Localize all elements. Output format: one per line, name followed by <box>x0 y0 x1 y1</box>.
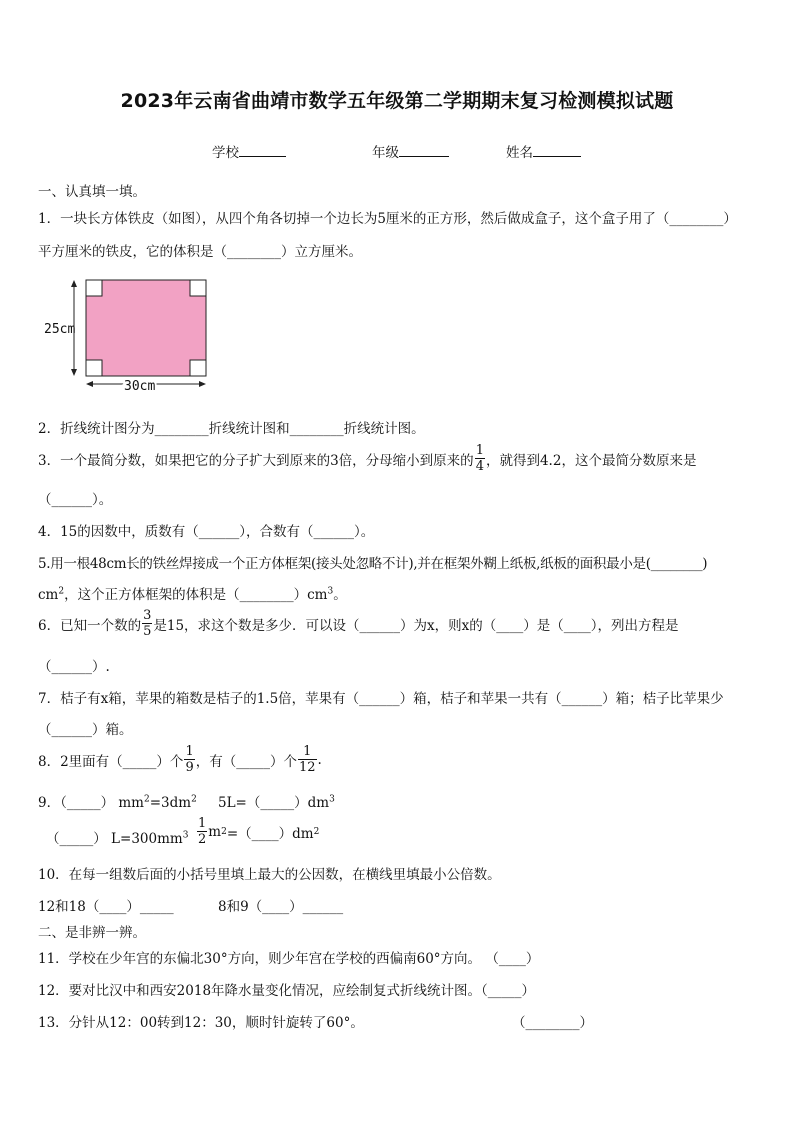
q8-f2-den: 12 <box>298 760 316 775</box>
corner-square-br <box>190 360 206 376</box>
q8-fraction-1 <box>184 744 194 775</box>
page-title: 2023年云南省曲靖市数学五年级第二学期期末复习检测模拟试题 <box>120 90 674 112</box>
q3-line1 <box>38 443 696 474</box>
q9-d-num: 1 <box>198 816 207 831</box>
q9-fraction <box>197 816 207 847</box>
name-blank[interactable] <box>533 142 581 157</box>
q6-frac-num: 3 <box>143 608 152 623</box>
q3-line2: （______）。 <box>38 492 113 508</box>
q8-pre: 8．2里面有（_____）个 <box>38 753 184 770</box>
q5-sup-3: 3 <box>327 586 334 597</box>
school-blank[interactable] <box>239 142 286 157</box>
q2-line: 2．折线统计图分为________折线统计图和________折线统计图。 <box>38 421 425 437</box>
school-field <box>212 141 286 161</box>
q5-mid: ，这个正方体框架的体积是（________）cm <box>64 587 328 603</box>
width-label: 30cm <box>124 379 156 394</box>
q1-line2: 平方厘米的铁皮，它的体积是（________）立方厘米。 <box>38 244 362 260</box>
q6-fraction <box>142 608 152 639</box>
q8-line <box>38 744 322 775</box>
name-field <box>506 141 581 161</box>
q3-frac-den: 4 <box>475 459 484 474</box>
q9-b-sup: 3 <box>329 794 335 805</box>
q8-f2-num: 1 <box>303 744 312 759</box>
school-label: 学校 <box>212 145 239 161</box>
q9-c-text: （_____） L=300mm <box>46 831 183 847</box>
q1-figure <box>38 276 218 396</box>
q5-line2 <box>38 583 347 603</box>
q1-line1: 1．一块长方体铁皮（如图），从四个角各切掉一个边长为5厘米的正方形，然后做成盒子，这个盒子用了（________） <box>38 211 737 227</box>
q9-a-sup: 2 <box>143 794 150 805</box>
q5-end: 。 <box>333 587 347 603</box>
q9-a-mid: =3dm <box>149 795 192 811</box>
q9-c-sup: 3 <box>182 830 189 841</box>
q9-part-b <box>218 791 335 811</box>
q4-line: 4．15的因数中，质数有（______），合数有（______）。 <box>38 524 375 540</box>
q10-part-b: 8和9（____）______ <box>218 899 344 915</box>
q8-end: . <box>317 751 322 768</box>
q10-line1: 10．在每一组数后面的小括号里填上最大的公因数，在横线里填最小公倍数。 <box>38 867 501 883</box>
q8-f1-num: 1 <box>185 744 194 759</box>
q9-d-sup2: 2 <box>313 826 320 837</box>
q9-d-post: =（____）dm <box>226 825 314 842</box>
q9-d-mid: m <box>208 823 222 840</box>
q9-d-sup: 2 <box>221 826 227 837</box>
grade-label: 年级 <box>372 145 399 161</box>
q5-unit-a: cm <box>38 587 59 603</box>
q3-fraction <box>475 443 485 474</box>
name-label: 姓名 <box>506 145 533 161</box>
q8-mid: ，有（_____）个 <box>195 753 297 770</box>
q3-post: ，就得到4.2，这个最简分数原来是 <box>485 452 697 469</box>
height-label: 25cm <box>44 322 76 337</box>
width-arrow-left <box>86 381 93 387</box>
corner-square-tl <box>86 280 102 296</box>
q9-part-d <box>196 816 319 847</box>
q3-frac-num: 1 <box>475 443 484 458</box>
width-arrow-right <box>199 381 206 387</box>
q6-post: 是15，求这个数是多少．可以设（______）为x，则x的（____）是（____），列出方程是 <box>153 617 679 634</box>
q7-line2: （______）箱。 <box>38 722 133 738</box>
corner-square-bl <box>86 360 102 376</box>
q9-a-sup2: 2 <box>191 794 197 805</box>
q5-sup-2: 2 <box>58 586 65 597</box>
q3-pre: 3．一个最简分数，如果把它的分子扩大到原来的3倍，分母缩小到原来的 <box>38 452 474 469</box>
q5-line1: 5.用一根48cm长的铁丝焊接成一个正方体框架(接头处忽略不计),并在框架外糊上纸板,纸板的面积最小是(________) <box>38 556 708 572</box>
q11-line: 11．学校在少年宫的东偏北30°方向，则少年宫在学校的西偏南60°方向。 （____） <box>38 951 540 967</box>
q6-line2: （______）. <box>38 659 110 675</box>
q9-b-pre: 5L=（_____）dm <box>218 795 330 811</box>
sheet-rect <box>86 280 206 376</box>
height-arrow-bottom <box>71 369 77 376</box>
q7-line1: 7．桔子有x箱，苹果的箱数是桔子的1.5倍，苹果有（______）箱，桔子和苹果一共有（______）箱；桔子比苹果少 <box>38 691 724 707</box>
q10-part-a: 12和18（____）_____ <box>38 899 174 915</box>
corner-square-tr <box>190 280 206 296</box>
q9-a-pre: 9．（_____） mm <box>38 795 144 811</box>
q9-part-a <box>38 791 197 811</box>
q9-d-den: 2 <box>198 832 207 847</box>
q12-line: 12．要对比汉中和西安2018年降水量变化情况，应绘制复式折线统计图。（_____） <box>38 983 536 999</box>
q6-line1 <box>38 608 679 639</box>
grade-field <box>372 141 449 161</box>
q13-answer-blank: （________） <box>512 1015 593 1031</box>
q8-f1-den: 9 <box>185 760 194 775</box>
section-1-heading: 一、认真填一填。 <box>38 184 146 200</box>
grade-blank[interactable] <box>399 142 449 157</box>
q13-line: 13．分针从12：00转到12：30，顺时针旋转了60°。 <box>38 1015 364 1031</box>
height-arrow-top <box>71 280 77 287</box>
q6-frac-den: 5 <box>143 624 152 639</box>
q8-fraction-2 <box>298 744 317 775</box>
q9-part-c <box>46 827 188 847</box>
q6-pre: 6．已知一个数的 <box>38 617 142 634</box>
section-2-heading: 二、是非辨一辨。 <box>38 925 146 941</box>
